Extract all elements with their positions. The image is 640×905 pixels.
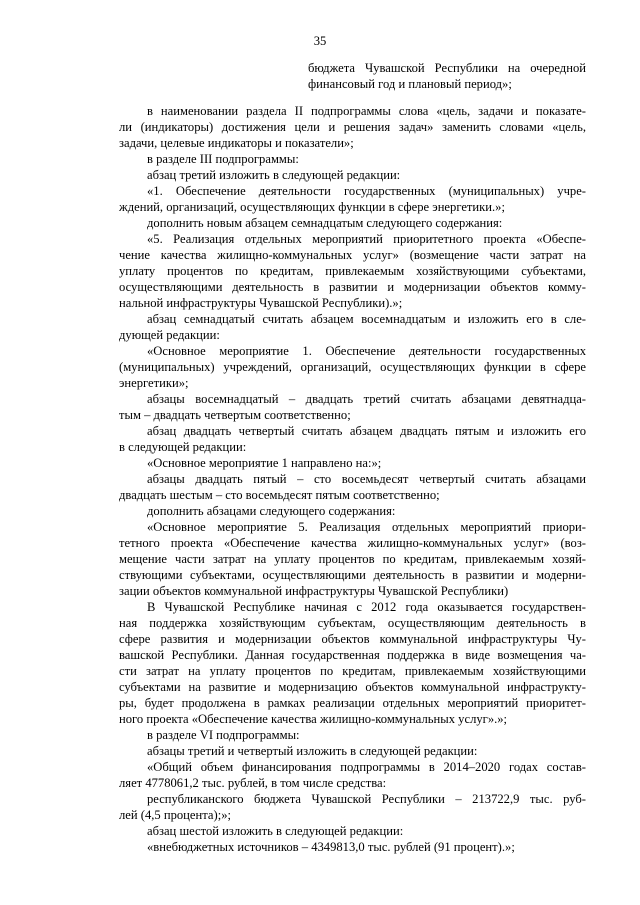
- text-line: «Основное мероприятие 5. Реализация отдельных мероприятий приори-: [147, 520, 586, 534]
- text-line: «Основное мероприятие 1 направлено на:»;: [147, 456, 382, 470]
- text-line: двадцать шестым – сто восемьдесят пятым соответственно;: [119, 488, 440, 502]
- text-line: «1. Обеспечение деятельности государственных (муниципальных) учре-: [147, 184, 586, 198]
- text-line: чение качества жилищно-коммунальных услуг» (возмещение части затрат на: [119, 248, 586, 262]
- text-line: в наименовании раздела II подпрограммы слова «цель, задачи и показате-: [147, 104, 586, 118]
- text-line: нальной инфраструктуры Чувашской Республики).»;: [119, 296, 403, 310]
- text-line: ли (индикаторы) достижения цели и решения задач» заменить словами «цель,: [119, 120, 586, 134]
- text-line: дополнить новым абзацем семнадцатым следующего содержания:: [147, 216, 503, 230]
- text-line: в разделе VI подпрограммы:: [147, 728, 300, 742]
- text-line: абзац третий изложить в следующей редакции:: [147, 168, 401, 182]
- text-line: ждений, организаций, осуществляющих функции в сфере энергетики.»;: [119, 200, 505, 214]
- text-line: дующей редакции:: [119, 328, 220, 342]
- text-line: абзац шестой изложить в следующей редакции:: [147, 824, 404, 838]
- text-line: «Общий объем финансирования подпрограммы в 2014–2020 годах состав-: [147, 760, 586, 774]
- text-line: в следующей редакции:: [119, 440, 247, 454]
- text-line: осуществляющими деятельность в развитии и модернизации объектов комму-: [119, 280, 586, 294]
- text-line: В Чувашской Республике начиная с 2012 года оказывается государствен-: [147, 600, 586, 614]
- text-line: республиканского бюджета Чувашской Республики – 213722,9 тыс. руб-: [147, 792, 586, 806]
- text-line: абзац двадцать четвертый считать абзацем двадцать пятым и изложить его: [147, 424, 586, 438]
- text-line: ного проекта «Обеспечение качества жилищно-коммунальных услуг».»;: [119, 712, 508, 726]
- text-line: абзацы третий и четвертый изложить в следующей редакции:: [147, 744, 478, 758]
- text-line: абзацы восемнадцатый – двадцать третий считать абзацами девятнадца-: [147, 392, 586, 406]
- text-line: тетного проекта «Обеспечение качества жилищно-коммунальных услуг» (воз-: [119, 536, 586, 550]
- text-line: дополнить абзацами следующего содержания:: [147, 504, 396, 518]
- text-line: «5. Реализация отдельных мероприятий приоритетного проекта «Обеспе-: [147, 232, 586, 246]
- text-line: тым – двадцать четвертым соответственно;: [119, 408, 351, 422]
- text-line: в разделе III подпрограммы:: [147, 152, 299, 166]
- text-line: уплату процентов по кредитам, привлекаемым хозяйствующими субъектами,: [119, 264, 586, 278]
- text-line: задачи, целевые индикаторы и показатели»;: [119, 136, 354, 150]
- page-number: 35: [313, 34, 327, 48]
- text-line: лей (4,5 процента);»;: [119, 808, 231, 822]
- text-line: ная поддержка хозяйствующим субъектам, осуществляющим деятельность в: [119, 616, 586, 630]
- text-line: зации объектов коммунальной инфраструктуры Чувашской Республики): [119, 584, 509, 598]
- text-line: субъектами на развитие и модернизацию объектов коммунальной инфраструкту-: [119, 680, 586, 694]
- text-line: ры, будет продолжена в рамках реализации отдельных мероприятий приоритет-: [119, 696, 586, 710]
- text-line: сфере развития и модернизации объектов коммунальной инфраструктуры Чу-: [119, 632, 586, 646]
- text-line: «внебюджетных источников – 4349813,0 тыс. рублей (91 процент).»;: [147, 840, 515, 854]
- text-line: бюджета Чувашской Республики на очередной: [308, 61, 586, 75]
- text-line: энергетики»;: [119, 376, 189, 390]
- text-line: мещение части затрат на уплату процентов по кредитам, привлекаемым хозяй-: [119, 552, 586, 566]
- text-line: «Основное мероприятие 1. Обеспечение деятельности государственных: [147, 344, 586, 358]
- text-line: вашской Республики. Данная государственная поддержка в виде возмещения ча-: [119, 648, 586, 662]
- text-line: финансовый год и плановый период»;: [308, 77, 512, 91]
- text-line: абзац семнадцатый считать абзацем восемнадцатым и изложить его в сле-: [147, 312, 586, 326]
- text-line: ляет 4778061,2 тыс. рублей, в том числе средства:: [119, 776, 387, 790]
- text-line: (муниципальных) учреждений, организаций, осуществляющих функции в сфере: [119, 360, 586, 374]
- text-line: сти затрат на уплату процентов по кредитам, привлекаемым хозяйствующими: [119, 664, 586, 678]
- text-line: ствующими субъектами, осуществляющими деятельность в развитии и модерни-: [119, 568, 586, 582]
- text-line: абзацы двадцать пятый – сто восемьдесят четвертый считать абзацами: [147, 472, 586, 486]
